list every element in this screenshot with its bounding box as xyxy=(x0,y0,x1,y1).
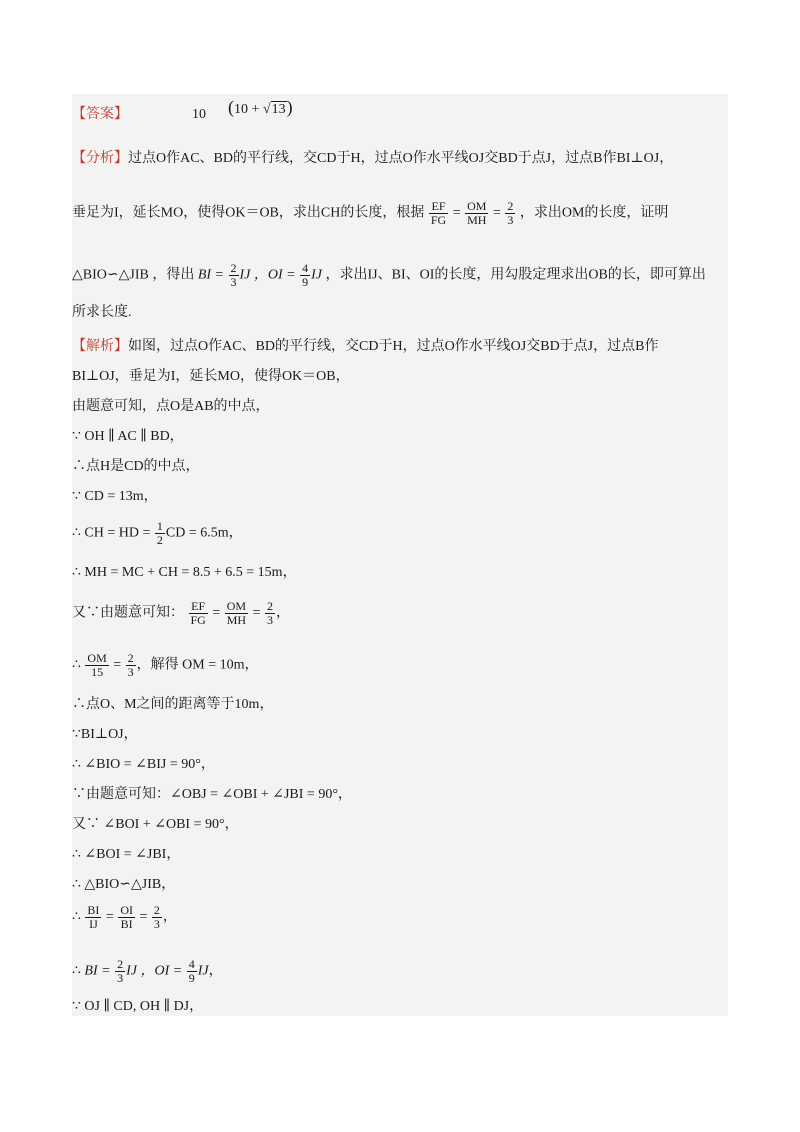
solution-line-17: ∴ △BIO∽△JIB， xyxy=(72,877,176,892)
answer-value-1: 10 xyxy=(192,107,206,122)
fraction-2-3: $\frac{2}{3}$ xyxy=(507,199,514,227)
analysis-line-4: 所求长度. xyxy=(72,305,132,320)
solution-line-6: ∵ CD = 13m， xyxy=(72,489,158,504)
solution-line-14: ∵由题意可知：∠OBJ = ∠OBI + ∠JBI = 90°， xyxy=(72,787,352,802)
fraction-4-9: $\frac{4}{9}$ xyxy=(302,261,309,289)
solution-tag: 【解析】 xyxy=(72,339,128,354)
analysis-tag: 【分析】 xyxy=(72,151,128,166)
solution-line-20: ∵ OJ ∥ CD, OH ∥ DJ， xyxy=(72,999,204,1014)
solution-line-9: 又∵由题意可知： $\frac{EF}{FG}$ = $\frac{OM}{MH}$ = $\frac{2}{3}$ ， xyxy=(72,599,290,627)
solution-line-19: ∴ BI = $\frac{2}{3}$ IJ ，OI = $\frac{4}{9}$ IJ， xyxy=(72,957,223,985)
solution-line-5: ∴点H是CD的中点， xyxy=(72,459,200,474)
solution-line-11: ∴点O、M之间的距离等于10m， xyxy=(72,697,274,712)
solution-line-1: 【解析】如图，过点O作AC、BD的平行线，交CD于H，过点O作水平线OJ交BD于点J，过点B作 xyxy=(72,339,659,354)
fraction-om-mh: $\frac{OM}{MH}$ xyxy=(467,199,487,227)
solution-line-12: ∵BI⊥OJ， xyxy=(72,727,138,742)
analysis-line-3: △BIO∽△JIB ，得出 BI = $\frac{2}{3}$ IJ ，OI = $\frac{4}{9}$ IJ ，求出IJ、BI、OI的长度，用勾股定理求出OB的长，即可算出 xyxy=(72,261,706,289)
analysis-text-2b: ，求出OM的长度，证明 xyxy=(519,205,669,221)
analysis-text-3a: △BIO∽△JIB xyxy=(72,267,149,283)
solution-line-10: ∴ $\frac{OM}{15}$ = $\frac{2}{3}$ ，解得 OM = 10m， xyxy=(72,651,259,679)
solution-line-18: ∴ $\frac{BI}{IJ}$ = $\frac{OI}{BI}$ = $\frac{2}{3}$ ， xyxy=(72,903,177,931)
answer-tag: 【答案】 xyxy=(72,107,128,122)
solution-line-2: BI⊥OJ，垂足为I，延长MO，使得OK＝OB， xyxy=(72,369,350,384)
solution-line-8: ∴ MH = MC + CH = 8.5 + 6.5 = 15m， xyxy=(72,565,297,580)
solution-line-4: ∵ OH ∥ AC ∥ BD， xyxy=(72,429,184,444)
fraction-1-2: $\frac{1}{2}$ xyxy=(156,519,163,547)
analysis-text-1: 过点O作AC、BD的平行线，交CD于H，过点O作水平线OJ交BD于点J，过点B作BI⊥OJ， xyxy=(128,151,674,166)
fraction-2-3: $\frac{2}{3}$ xyxy=(230,261,237,289)
solution-line-15: 又∵ ∠BOI + ∠OBI = 90°， xyxy=(72,817,239,832)
solution-line-3: 由题意可知，点O是AB的中点， xyxy=(72,399,270,414)
analysis-text-3c: ，求出IJ、BI、OI的长度，用勾股定理求出OB的长，即可算出 xyxy=(325,267,706,283)
fraction-ef-fg: $\frac{EF}{FG}$ xyxy=(430,199,447,227)
solution-line-13: ∴ ∠BIO = ∠BIJ = 90°， xyxy=(72,757,215,772)
solution-line-7: ∴ CH = HD = $\frac{1}{2}$ CD = 6.5m， xyxy=(72,519,243,547)
analysis-text-2a: 垂足为I，延长MO，使得OK＝OB，求出CH的长度，根据 xyxy=(72,205,425,221)
answer-value-2: (10 + √13) xyxy=(228,97,293,117)
analysis-line-2: 垂足为I，延长MO，使得OK＝OB，求出CH的长度，根据 $\frac{EF}{FG}$ = $\frac{OM}{MH}$ = $\frac{2}{3}$ ，求出OM的长度，证明 xyxy=(72,199,669,227)
solution-line-16: ∴ ∠BOI = ∠JBI， xyxy=(72,847,181,862)
analysis-line-1 xyxy=(72,150,673,168)
answer-row xyxy=(72,97,293,124)
